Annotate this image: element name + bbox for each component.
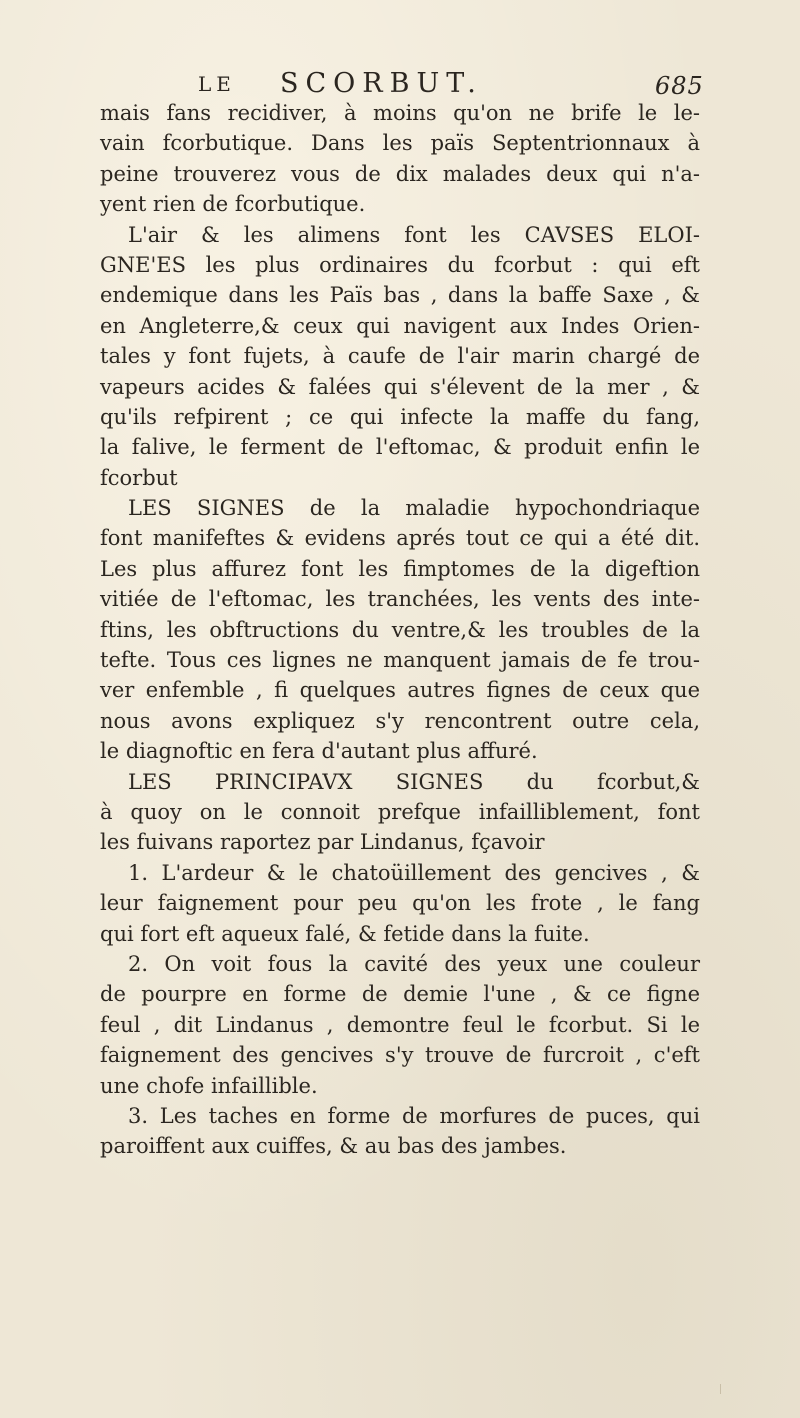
text-line: paroiffent aux cuiffes, & au bas des jambes. — [100, 1134, 567, 1159]
text-line: L'air & les alimens font les CAVSES ELOI- — [128, 222, 700, 247]
text-line: tefte. Tous ces lignes ne manquent jamais de fe trou- — [100, 648, 700, 673]
text-line: qu'ils refpirent ; ce qui infecte la maffe du fang, — [100, 404, 700, 429]
text-line: vain fcorbutique. Dans les païs Septentrionnaux à — [100, 131, 700, 156]
text-line: 3. Les taches en forme de morfures de puces, qui — [128, 1103, 700, 1128]
text-line: mais fans recidiver, à moins qu'on ne brife le le- — [100, 101, 700, 125]
text-line: faignement des gencives s'y trouve de furcroit , c'eft — [100, 1043, 700, 1068]
text-line: ftins, les obftructions du ventre,& les troubles de la — [100, 617, 700, 642]
text-line: Les plus affurez font les fimptomes de la digeftion — [100, 556, 700, 581]
text-line: à quoy on le connoit prefque infailliblement, font — [100, 799, 700, 824]
text-line: LES PRINCIPAVX SIGNES du fcorbut,& — [128, 769, 700, 794]
text-line: feul , dit Lindanus , demontre feul le fcorbut. Si le — [100, 1012, 700, 1037]
text-line: vitiée de l'eftomac, les tranchées, les vents des inte- — [100, 587, 700, 612]
page-number: 685 — [655, 72, 704, 100]
text-line: de pourpre en forme de demie l'une , & ce figne — [100, 982, 700, 1007]
text-line: 1. L'ardeur & le chatoüillement des gencives , & — [128, 860, 700, 885]
text-line: les fuivans raportez par Lindanus, fçavoir — [100, 830, 545, 855]
text-line: GNE'ES les plus ordinaires du fcorbut : qui eft — [100, 252, 700, 277]
running-head-title: SCORBUT. — [280, 68, 483, 99]
text-line: peine trouverez vous de dix malades deux qui n'a- — [100, 161, 700, 186]
text-line: endemique dans les Païs bas , dans la baffe Saxe , & — [100, 283, 700, 308]
text-line: tales y font fujets, à caufe de l'air marin chargé de — [100, 344, 700, 369]
text-line: leur faignement pour peu qu'on les frote , le fang — [100, 891, 700, 916]
text-line: nous avons expliquez s'y rencontrent outre cela, — [100, 708, 700, 733]
running-head-article: LE — [198, 72, 236, 96]
text-line: en Angleterre,& ceux qui navigent aux Indes Orien- — [100, 313, 700, 338]
text-line: font manifeftes & evidens aprés tout ce qui a été dit. — [100, 526, 700, 551]
text-line: fcorbut — [100, 465, 178, 490]
text-line: une chofe infaillible. — [100, 1073, 318, 1098]
body-text — [100, 98, 700, 1162]
text-line: qui fort eft aqueux falé, & fetide dans la fuite. — [100, 921, 590, 946]
text-line: 2. On voit fous la cavité des yeux une couleur — [128, 951, 700, 976]
text-line: LES SIGNES de la maladie hypochondriaque — [128, 496, 700, 521]
text-line: la falive, le ferment de l'eftomac, & produit enfin le — [100, 435, 700, 460]
paper-mark — [720, 1384, 725, 1394]
text-line: le diagnoftic en fera d'autant plus affuré. — [100, 739, 538, 764]
text-line: yent rien de fcorbutique. — [100, 192, 366, 217]
text-line: vapeurs acides & falées qui s'élevent de la mer , & — [100, 374, 700, 399]
text-line: ver enfemble , fi quelques autres fignes de ceux que — [100, 678, 700, 703]
